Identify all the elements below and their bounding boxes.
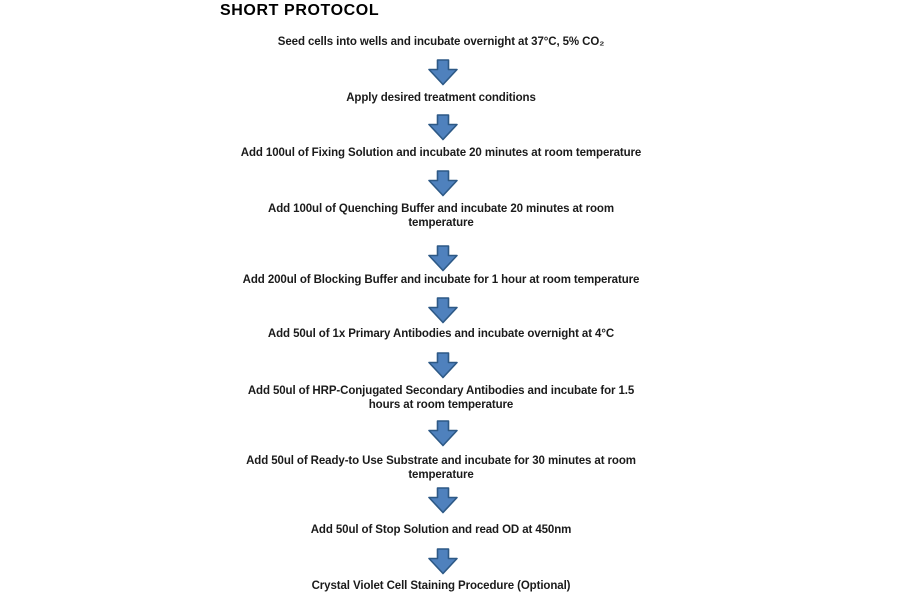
step-text-line: Add 50ul of 1x Primary Antibodies and incubate overnight at 4°C — [267, 328, 615, 340]
protocol-step — [191, 384, 691, 412]
step-text-line: Crystal Violet Cell Staining Procedure (Optional) — [311, 580, 571, 592]
step-text-line: Add 200ul of Blocking Buffer and incubate for 1 hour at room temperature — [242, 274, 640, 286]
step-text-line: Add 50ul of Ready-to Use Substrate and incubate for 30 minutes at room — [246, 455, 636, 467]
down-arrow-icon — [427, 420, 459, 447]
protocol-step — [191, 273, 691, 287]
protocol-step — [191, 327, 691, 341]
step-text-line: Add 50ul of HRP-Conjugated Secondary Antibodies and incubate for 1.5 — [247, 385, 635, 397]
protocol-step — [191, 146, 691, 160]
step-text-line: Seed cells into wells and incubate overnight at 37°C, 5% CO₂ — [277, 36, 605, 48]
protocol-step — [191, 523, 691, 537]
down-arrow-icon — [427, 59, 459, 86]
step-text-line: temperature — [408, 469, 474, 481]
step-text-line: Add 100ul of Quenching Buffer and incubate 20 minutes at room — [268, 203, 614, 215]
down-arrow-icon — [427, 548, 459, 575]
protocol-step — [191, 91, 691, 105]
protocol-step — [191, 454, 691, 482]
protocol-step — [191, 35, 691, 49]
step-text-line: Add 100ul of Fixing Solution and incubate 20 minutes at room temperature — [240, 147, 642, 159]
protocol-step — [191, 579, 691, 593]
protocol-step — [191, 202, 691, 230]
step-text-line: Add 50ul of Stop Solution and read OD at 450nm — [310, 524, 572, 536]
step-text-line: hours at room temperature — [368, 399, 514, 411]
step-text-line: temperature — [408, 217, 474, 229]
down-arrow-icon — [427, 245, 459, 272]
page-title: SHORT PROTOCOL — [220, 2, 380, 19]
down-arrow-icon — [427, 297, 459, 324]
down-arrow-icon — [427, 170, 459, 197]
step-text-line: Apply desired treatment conditions — [346, 92, 536, 104]
down-arrow-icon — [427, 114, 459, 141]
down-arrow-icon — [427, 487, 459, 514]
down-arrow-icon — [427, 352, 459, 379]
